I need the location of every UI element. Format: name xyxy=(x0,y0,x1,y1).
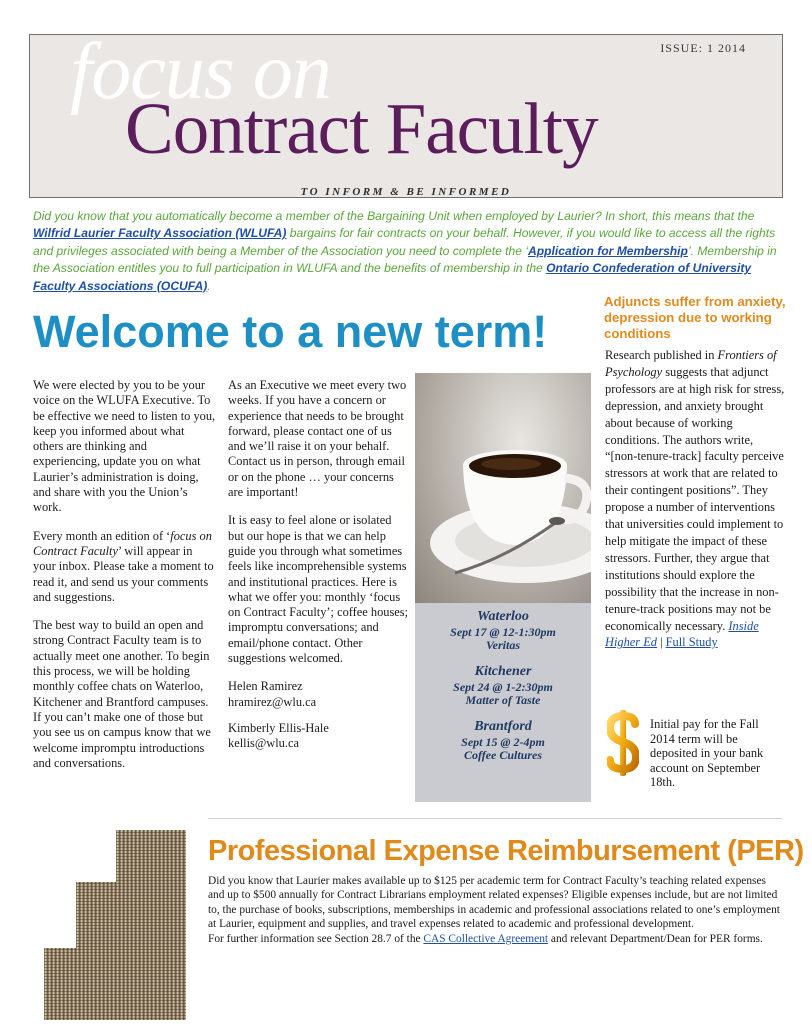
cas-collective-agreement-link[interactable]: CAS Collective Agreement xyxy=(423,932,549,945)
sidebar-article xyxy=(605,347,787,651)
intro-text-4: . xyxy=(207,278,211,293)
col1-p2-text-b: ’ will appear in your inbox. Please take a moment to read it, and send us your comments and suggestions. xyxy=(33,543,214,604)
coffee-cup-photo xyxy=(415,373,591,603)
per-article xyxy=(208,874,784,946)
per-p2-text-b: and relevant Department/Dean for PER forms. xyxy=(548,932,763,945)
intro-text-1: Did you know that you automatically become a member of the Bargaining Unit when employed by Laurier? In short, this means that the xyxy=(33,209,755,223)
col1-paragraph-2 xyxy=(33,529,217,605)
inside-higher-ed-text: Inside Higher Ed xyxy=(605,618,759,650)
coffee-chat-events xyxy=(415,603,591,802)
event-venue: Matter of Taste xyxy=(465,693,541,707)
sidebar-heading: Adjuncts suffer from anxiety, depression due to working conditions xyxy=(604,294,786,341)
event-brantford xyxy=(415,719,591,762)
intro-paragraph xyxy=(33,208,778,295)
coin-stack-icon xyxy=(36,830,196,1020)
col1-paragraph-1: We were elected by you to be your voice on the WLUFA Executive. To be effective we need to listen to you, keep you informed about what others are thinking and experiencing, update you on what Laurier’s administration is doing, and share with you the Union’s work. xyxy=(33,378,216,515)
signature-kimberly xyxy=(228,721,410,752)
col1-p2-text-a: Every month an edition of ‘ xyxy=(33,528,171,543)
issue-label: ISSUE: 1 2014 xyxy=(660,41,746,55)
wlufa-link[interactable]: Wilfrid Laurier Faculty Association (WLUFA) xyxy=(33,226,287,241)
event-kitchener xyxy=(415,664,591,707)
event-city: Brantford xyxy=(474,719,532,734)
per-p2-text-a: For further information see Section 28.7 of the xyxy=(208,932,424,945)
event-venue: Veritas xyxy=(485,638,520,652)
col2-paragraph-2: It is easy to feel alone or isolated but our hope is that we can help guide you through what sometimes feels like incomprehensible systems and institutional practices. Here is what we offer you: monthly ‘focus on Contract Faculty’; coffee houses; impromptu conversations; and email/phone contact. Other suggestions welcomed. xyxy=(228,513,409,666)
dollar-sign-icon xyxy=(607,708,639,778)
welcome-column-2 xyxy=(228,378,410,763)
coffee-cup-icon xyxy=(415,373,591,603)
event-city: Kitchener xyxy=(474,664,532,679)
sidebar-text-1: Research published in xyxy=(605,348,718,362)
sidebar-text-2: suggests that adjunct professors are at high risk for stress, depression, and anxiety brought about because of working conditions. The authors write, “[non-tenure-track] faculty perceive stressors at work that are related to their contingent positions”. They propose a number of interventions that universities could implement to help mitigate the impact of these stressors. Further, they argue that institutions should explore the possibility that the increase in non-tenure-track positions may not be economically necessary. xyxy=(605,364,785,633)
col1-p2-emphasis: focus on Contract Faculty xyxy=(33,528,212,558)
ocufa-link[interactable]: Ontario Confederation of University Faculty Associations (OCUFA) xyxy=(33,261,752,293)
welcome-column-1 xyxy=(33,378,217,784)
event-waterloo xyxy=(415,609,591,652)
col2-paragraph-1: As an Executive we meet every two weeks. If you have a concern or experience that needs to be brought forward, please contact one of us and we’ll raise it on your behalf. Contact us in person, through email or on the phone … your concerns are important! xyxy=(228,378,407,500)
signature-helen xyxy=(228,679,410,710)
intro-text-3: ’. Membership in the Association entitles you to full participation in WLUFA and the benefits of membership in the xyxy=(33,243,777,276)
journal-name: Frontiers of Psychology xyxy=(605,348,777,379)
event-time: Sept 15 @ 2-4pm xyxy=(461,735,545,749)
intro-text-2: bargains for fair contracts on your behalf. However, if you would like to access all the rights and privileges associated with being a Member of the Association you need to complete the ‘ xyxy=(33,226,776,258)
membership-application-link[interactable]: Application for Membership xyxy=(528,243,688,258)
full-study-link[interactable]: Full Study xyxy=(665,635,718,650)
masthead xyxy=(29,34,783,198)
newsletter-title: Contract Faculty xyxy=(125,88,598,169)
pay-date-note: Initial pay for the Fall 2014 term will be deposited in your bank account on September 18th. xyxy=(650,717,764,789)
focus-on-script: focus on xyxy=(70,34,331,116)
event-time: Sept 17 @ 12-1:30pm xyxy=(450,625,556,639)
welcome-heading: Welcome to a new term! xyxy=(33,306,548,357)
event-time: Sept 24 @ 1-2:30pm xyxy=(453,680,553,694)
coin-stacks-photo xyxy=(36,830,196,1020)
signature-email: kellis@wlu.ca xyxy=(228,736,299,751)
event-city: Waterloo xyxy=(477,609,529,624)
signature-name: Kimberly Ellis-Hale xyxy=(228,720,329,735)
event-venue: Coffee Cultures xyxy=(463,748,543,762)
per-paragraph-1: Did you know that Laurier makes available up to $125 per academic term for Contract Faculty’s teaching related expenses and up to $500 annually for Contract Librarians employment related expenses? Eligible expenses include, but are not limited to, the purchase of books, subscriptions, memberships in academic and professional associations related to one’s employment at Laurier, equipment and supplies, and travel expenses related to academic and professional development. xyxy=(208,875,780,931)
tagline: TO INFORM & BE INFORMED xyxy=(300,186,512,198)
signature-email: hramirez@wlu.ca xyxy=(228,694,317,709)
per-paragraph-2 xyxy=(208,932,784,946)
section-divider xyxy=(208,818,782,819)
link-separator: | xyxy=(656,635,666,650)
signature-name: Helen Ramirez xyxy=(228,679,303,694)
per-heading: Professional Expense Reimbursement (PER) xyxy=(208,835,804,867)
col1-paragraph-3: The best way to build an open and strong Contract Faculty team is to actually meet one another. To begin this process, we will be holding monthly coffee chats on Waterloo, Kitchener and Brantford campuses. If you can’t make one of those but you see us on campus know that we welcome impromptu introductions and conversations. xyxy=(33,618,211,770)
